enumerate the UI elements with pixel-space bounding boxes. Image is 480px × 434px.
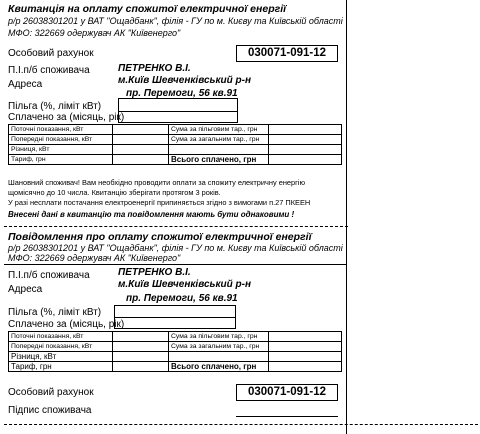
table-row xyxy=(9,155,342,165)
notification-mfo-line: МФО: 322669 одержувач АК "Київенерго" xyxy=(8,253,181,263)
table-cell-input[interactable] xyxy=(113,125,169,135)
table-cell-input[interactable] xyxy=(113,135,169,145)
table-cell: Всього сплачено, грн xyxy=(169,155,269,165)
notification-benefit-label: Пільга (%, ліміт кВт) xyxy=(8,307,102,318)
receipt-address-label: Адреса xyxy=(8,79,43,90)
notification-signature-label: Підпис споживача xyxy=(8,405,92,416)
notification-name-label: П.І.п/б споживача xyxy=(8,270,90,281)
table-row xyxy=(9,145,342,155)
receipt-notice-1: Шановний споживач! Вам необхідно проводити оплати за спожиту електричну енергію xyxy=(8,178,306,187)
cut-line-bottom xyxy=(4,424,478,425)
cut-line-vertical xyxy=(346,0,347,434)
table-cell-input[interactable] xyxy=(269,332,342,342)
receipt-mfo-line: МФО: 322669 одержувач АК "Київенерго" xyxy=(8,28,181,38)
table-row xyxy=(9,342,342,352)
table-cell-input[interactable] xyxy=(269,135,342,145)
table-row xyxy=(9,332,342,342)
section-divider xyxy=(4,264,346,265)
receipt-title: Квитанція на оплату спожитої електричної енергії xyxy=(8,3,287,15)
table-cell-input[interactable] xyxy=(269,145,342,155)
receipt-readings-table xyxy=(8,124,342,165)
table-cell: Попередні показання, кВт xyxy=(9,135,113,145)
notification-paid-for-label: Сплачено за (місяць, рік) xyxy=(8,319,125,330)
receipt-benefit-label: Пільга (%, ліміт кВт) xyxy=(8,101,102,112)
notification-address-line2: пр. Перемоги, 56 кв.91 xyxy=(126,293,238,304)
table-cell-input[interactable] xyxy=(269,362,342,372)
table-cell: Сума за пільговим тар., грн xyxy=(169,332,269,342)
table-cell-input[interactable] xyxy=(269,155,342,165)
table-cell-input[interactable] xyxy=(113,155,169,165)
table-cell: Поточні показання, кВт xyxy=(9,332,113,342)
receipt-benefit-field[interactable] xyxy=(118,98,238,112)
table-cell-input[interactable] xyxy=(269,352,342,362)
table-cell-input[interactable] xyxy=(113,352,169,362)
table-row xyxy=(9,362,342,372)
receipt-notice-2: щомісячно до 10 числа. Квитанцію зберігати протягом 3 років. xyxy=(8,188,221,197)
notification-bank-line: р/р 26038301201 у ВАТ "Ощадбанк", філія - ГУ по м. Києву та Київській області xyxy=(8,243,343,253)
table-cell: Тариф, грн xyxy=(9,362,113,372)
table-cell: Сума за загальним тар., грн xyxy=(169,342,269,352)
table-cell xyxy=(169,352,269,362)
notification-address-label: Адреса xyxy=(8,284,43,295)
notification-signature-field[interactable] xyxy=(236,405,338,417)
receipt-paid-for-field[interactable] xyxy=(118,111,238,123)
table-row xyxy=(9,135,342,145)
table-cell: Сума за пільговим тар., грн xyxy=(169,125,269,135)
table-cell: Різниця, кВт xyxy=(9,145,113,155)
receipt-address-line2: пр. Перемоги, 56 кв.91 xyxy=(126,88,238,99)
table-cell: Поточні показання, кВт xyxy=(9,125,113,135)
table-cell: Всього сплачено, грн xyxy=(169,362,269,372)
table-cell-input[interactable] xyxy=(113,332,169,342)
table-cell-input[interactable] xyxy=(269,342,342,352)
notification-account-number: 030071-091-12 xyxy=(236,384,338,401)
table-cell-input[interactable] xyxy=(269,125,342,135)
notification-name-value: ПЕТРЕНКО В.І. xyxy=(118,267,191,278)
table-cell-input[interactable] xyxy=(113,145,169,155)
receipt-account-number: 030071-091-12 xyxy=(236,45,338,62)
table-row xyxy=(9,352,342,362)
table-cell xyxy=(169,145,269,155)
receipt-paid-for-label: Сплачено за (місяць, рік) xyxy=(8,112,125,123)
notification-readings-table xyxy=(8,331,342,372)
receipt-name-value: ПЕТРЕНКО В.І. xyxy=(118,63,191,74)
table-cell: Тариф, грн xyxy=(9,155,113,165)
notification-title: Повідомлення про оплату спожитої електричної енергії xyxy=(8,231,312,243)
receipt-name-label: П.І.п/б споживача xyxy=(8,65,90,76)
receipt-bank-line: р/р 26038301201 у ВАТ "Ощадбанк", філія - ГУ по м. Києву та Київській області xyxy=(8,16,343,26)
notification-paid-for-field[interactable] xyxy=(114,317,236,329)
notification-account-label: Особовий рахунок xyxy=(8,387,94,398)
receipt-account-label: Особовий рахунок xyxy=(8,48,94,59)
receipt-notice-4: Внесені дані в квитанцію та повідомлення мають бути однаковими ! xyxy=(8,210,295,219)
table-cell: Попередні показання, кВт xyxy=(9,342,113,352)
cut-line-middle xyxy=(4,226,348,227)
receipt-address-line1: м.Київ Шевченківський р-н xyxy=(118,75,252,86)
table-cell: Різниця, кВт xyxy=(9,352,113,362)
table-cell-input[interactable] xyxy=(113,362,169,372)
table-row xyxy=(9,125,342,135)
notification-address-line1: м.Київ Шевченківський р-н xyxy=(118,279,252,290)
receipt-notice-3: У разі несплати постачання електроенергії припиняється згідно з вимогами п.27 ПКЕЕН xyxy=(8,198,311,207)
table-cell: Сума за загальним тар., грн xyxy=(169,135,269,145)
table-cell-input[interactable] xyxy=(113,342,169,352)
